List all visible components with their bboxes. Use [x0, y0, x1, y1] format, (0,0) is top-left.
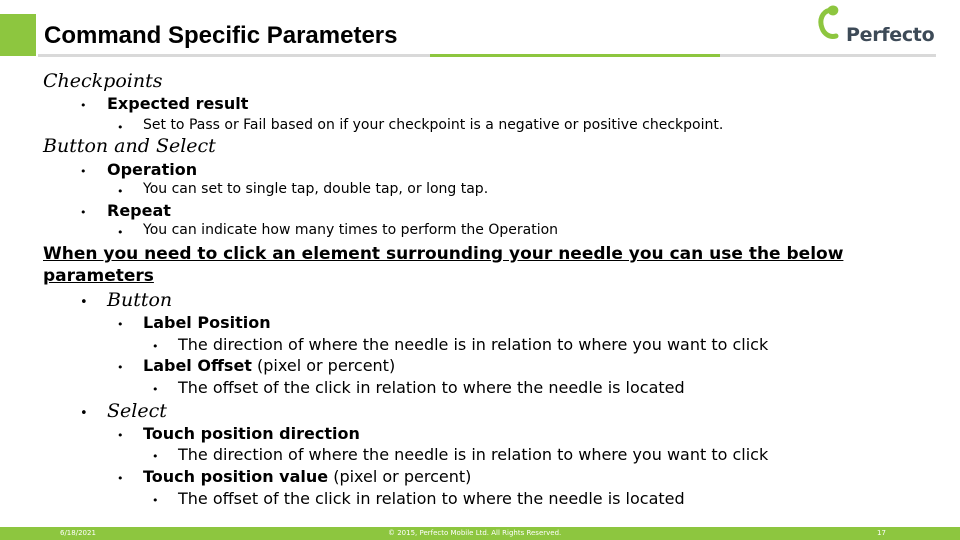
footer-bar — [0, 527, 960, 540]
subsection-button: Button — [107, 289, 173, 311]
logo-wordmark: Perfecto — [846, 24, 935, 46]
param-touch-position-value — [143, 469, 471, 485]
title-accent-bar — [0, 14, 36, 56]
page-number: 17 — [877, 529, 886, 537]
item-expected-result: Expected result — [107, 94, 249, 113]
param-label-offset — [143, 358, 395, 374]
bullet: • — [152, 494, 159, 507]
perfecto-logo — [816, 4, 940, 48]
bullet: • — [152, 383, 159, 396]
bullet: • — [152, 450, 159, 463]
bullet: • — [117, 121, 124, 134]
item-expected-result-desc: Set to Pass or Fail based on if your checkpoint is a negative or positive checkpoint. — [143, 117, 724, 133]
bullet: • — [80, 406, 88, 421]
param-touch-position-value-desc: The offset of the click in relation to where the needle is located — [178, 489, 685, 508]
footer-copyright: © 2015, Perfecto Mobile Ltd. All Rights Reserved. — [388, 529, 562, 537]
param-touch-position-direction: Touch position direction — [143, 424, 360, 443]
bullet: • — [80, 99, 87, 112]
perfecto-logo-icon — [816, 4, 846, 44]
title-underline-accent — [430, 54, 720, 57]
bullet: • — [80, 165, 87, 178]
footer-date: 6/18/2021 — [60, 529, 96, 537]
slide-title: Command Specific Parameters — [44, 22, 398, 49]
param-touch-position-value-unit: (pixel or percent) — [328, 467, 472, 486]
param-label-position-desc: The direction of where the needle is in relation to where you want to click — [178, 335, 769, 354]
param-label-position: Label Position — [143, 313, 271, 332]
item-repeat: Repeat — [107, 201, 171, 220]
bullet: • — [117, 185, 124, 198]
subsection-select: Select — [107, 400, 167, 422]
bullet: • — [117, 429, 124, 442]
param-label-offset-name: Label Offset — [143, 356, 252, 375]
bullet: • — [117, 226, 124, 239]
bullet: • — [152, 340, 159, 353]
section-heading-checkpoints: Checkpoints — [43, 70, 163, 92]
bullet: • — [117, 318, 124, 331]
param-label-offset-unit: (pixel or percent) — [251, 356, 396, 375]
param-touch-position-value-name: Touch position value — [143, 467, 329, 486]
item-operation: Operation — [107, 160, 198, 179]
param-touch-position-direction-desc: The direction of where the needle is in relation to where you want to click — [178, 445, 769, 464]
item-repeat-desc: You can indicate how many times to perform the Operation — [143, 222, 559, 238]
param-label-offset-desc: The offset of the click in relation to where the needle is located — [178, 378, 685, 397]
section-heading-needle: When you need to click an element surrounding your needle you can use the below parameters — [43, 244, 844, 286]
bullet: • — [80, 206, 87, 219]
item-operation-desc: You can set to single tap, double tap, or long tap. — [143, 181, 489, 197]
bullet: • — [117, 472, 124, 485]
bullet: • — [80, 295, 88, 310]
section-heading-button-select: Button and Select — [43, 135, 216, 157]
bullet: • — [117, 361, 124, 374]
